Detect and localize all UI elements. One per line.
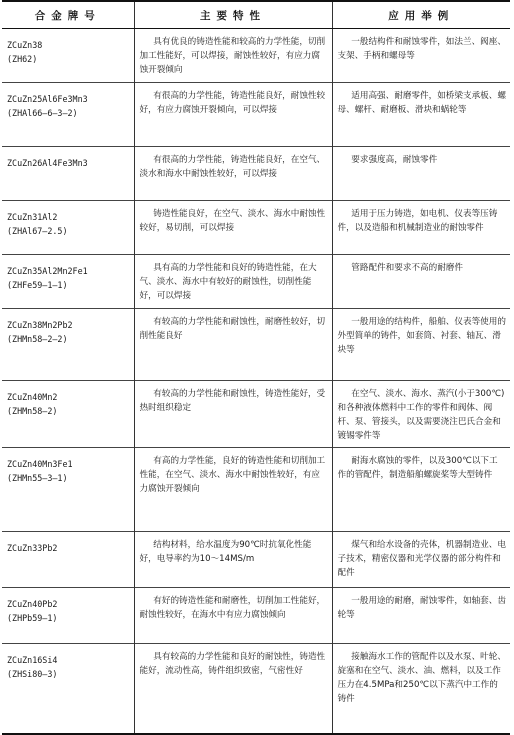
- alloy-grade: ZCuZn26Al4Fe3Mn3: [7, 158, 88, 168]
- alloy-table-page: [2, 0, 510, 704]
- header-application: 应用举例: [332, 1, 510, 29]
- application-cell: 一般结构件和耐蚀零件，如法兰、阀座、支架、手柄和螺母等: [332, 29, 510, 83]
- table-row: [2, 201, 510, 255]
- application-cell: 耐海水腐蚀的零件，以及300℃以下工作的管配件，制造船舶螺旋桨等大型铸件: [332, 448, 510, 532]
- table-row: [2, 448, 510, 532]
- property-cell: 有较高的力学性能和耐蚀性，耐磨性较好，切削性能良好: [134, 309, 332, 381]
- table-row: [2, 29, 510, 83]
- grade-cell: [2, 29, 134, 83]
- application-cell: 煤气和给水设备的壳体，机器制造业、电子技术，精密仪器和光学仪器的部分构件和配件: [332, 532, 510, 588]
- grade-cell: [2, 147, 134, 201]
- table-row: [2, 532, 510, 588]
- table-body: [2, 29, 510, 734]
- grade-cell: [2, 83, 134, 147]
- header-property: 主要特性: [134, 1, 332, 29]
- table-row: [2, 588, 510, 644]
- grade-cell: [2, 255, 134, 309]
- old-grade: (ZHAl67—2.5): [7, 226, 68, 236]
- header-grade: 合金牌号: [2, 1, 134, 29]
- application-cell: 适用高强、耐磨零件，如桥梁支承板、螺母、螺杆、耐磨板、滑块和蜗轮等: [332, 83, 510, 147]
- old-grade: (ZHPb59—1): [7, 613, 58, 623]
- old-grade: (ZHFe59—1—1): [7, 280, 68, 290]
- alloy-grade: ZCuZn40Mn2: [7, 392, 58, 402]
- old-grade: (ZHMn55—3—1): [7, 473, 68, 483]
- table-row: [2, 83, 510, 147]
- alloy-grade: ZCuZn38: [7, 40, 43, 50]
- grade-cell: [2, 644, 134, 734]
- alloy-grade: ZCuZn16Si4: [7, 655, 58, 665]
- old-grade: (ZHMn58—2): [7, 406, 58, 416]
- old-grade: (ZHAl66—6—3—2): [7, 108, 78, 118]
- alloy-grade: ZCuZn40Mn3Fe1: [7, 459, 73, 469]
- grade-cell: [2, 201, 134, 255]
- cast-brass-table: [2, 0, 510, 735]
- application-cell: 接触海水工作的管配件以及水泵、叶轮、旋塞和在空气、淡水、油、燃料，以及工作压力在4.5MPa和250℃以下蒸汽中工作的铸件: [332, 644, 510, 734]
- grade-cell: [2, 588, 134, 644]
- property-cell: 有高的力学性能，良好的铸造性能和切削加工性能，在空气、淡水、海水中耐蚀性较好，有应力腐蚀开裂倾向: [134, 448, 332, 532]
- property-cell: 具有高的力学性能和良好的铸造性能，在大气、淡水、海水中有较好的耐蚀性，切削性能好，可以焊接: [134, 255, 332, 309]
- application-cell: 一般用途的耐磨，耐蚀零件，如轴套、齿轮等: [332, 588, 510, 644]
- property-cell: 铸造性能良好，在空气、淡水、海水中耐蚀性较好，易切削，可以焊接: [134, 201, 332, 255]
- table-row: [2, 255, 510, 309]
- property-cell: 有很高的力学性能，铸造性能良好，在空气、淡水和海水中耐蚀性较好，可以焊接: [134, 147, 332, 201]
- alloy-grade: ZCuZn33Pb2: [7, 543, 58, 553]
- application-cell: 要求强度高，耐蚀零件: [332, 147, 510, 201]
- grade-cell: [2, 309, 134, 381]
- table-row: [2, 309, 510, 381]
- grade-cell: [2, 532, 134, 588]
- property-cell: 具有较高的力学性能和良好的耐蚀性，铸造性能好，流动性高，铸件组织致密，气密性好: [134, 644, 332, 734]
- grade-cell: [2, 381, 134, 448]
- old-grade: (ZHSi80—3): [7, 669, 58, 679]
- application-cell: 一般用途的结构件，船舶、仪表等使用的外型简单的铸件，如套筒、衬套、轴瓦、滑块等: [332, 309, 510, 381]
- alloy-grade: ZCuZn40Pb2: [7, 599, 58, 609]
- application-cell: 管路配件和要求不高的耐磨件: [332, 255, 510, 309]
- property-cell: 具有优良的铸造性能和较高的力学性能，切削加工性能好，可以焊接，耐蚀性较好，有应力腐蚀开裂倾向: [134, 29, 332, 83]
- property-cell: 有较高的力学性能和耐蚀性，铸造性能好，受热时组织稳定: [134, 381, 332, 448]
- alloy-grade: ZCuZn31Al2: [7, 212, 58, 222]
- table-row: [2, 381, 510, 448]
- old-grade: (ZH62): [7, 54, 38, 64]
- alloy-grade: ZCuZn38Mn2Pb2: [7, 320, 73, 330]
- application-cell: 适用于压力铸造，如电机、仪表等压铸件，以及造船和机械制造业的耐蚀零件: [332, 201, 510, 255]
- alloy-grade: ZCuZn35Al2Mn2Fe1: [7, 266, 88, 276]
- alloy-grade: ZCuZn25Al6Fe3Mn3: [7, 94, 88, 104]
- table-header-row: [2, 1, 510, 29]
- grade-cell: [2, 448, 134, 532]
- property-cell: 有很高的力学性能，铸造性能良好，耐蚀性较好，有应力腐蚀开裂倾向，可以焊接: [134, 83, 332, 147]
- table-row: [2, 147, 510, 201]
- application-cell: 在空气、淡水、海水、蒸汽(小于300℃)和各种液体燃料中工作的零件和阀体、阀杆、泵、管接头，以及需要浇注巴氏合金和镀锡零件等: [332, 381, 510, 448]
- table-row: [2, 644, 510, 734]
- property-cell: 有好的铸造性能和耐磨性，切削加工性能好，耐蚀性较好，在海水中有应力腐蚀倾向: [134, 588, 332, 644]
- property-cell: 结构材料，给水温度为90℃时抗氧化性能好，电导率约为10～14MS/m: [134, 532, 332, 588]
- old-grade: (ZHMn58—2—2): [7, 334, 68, 344]
